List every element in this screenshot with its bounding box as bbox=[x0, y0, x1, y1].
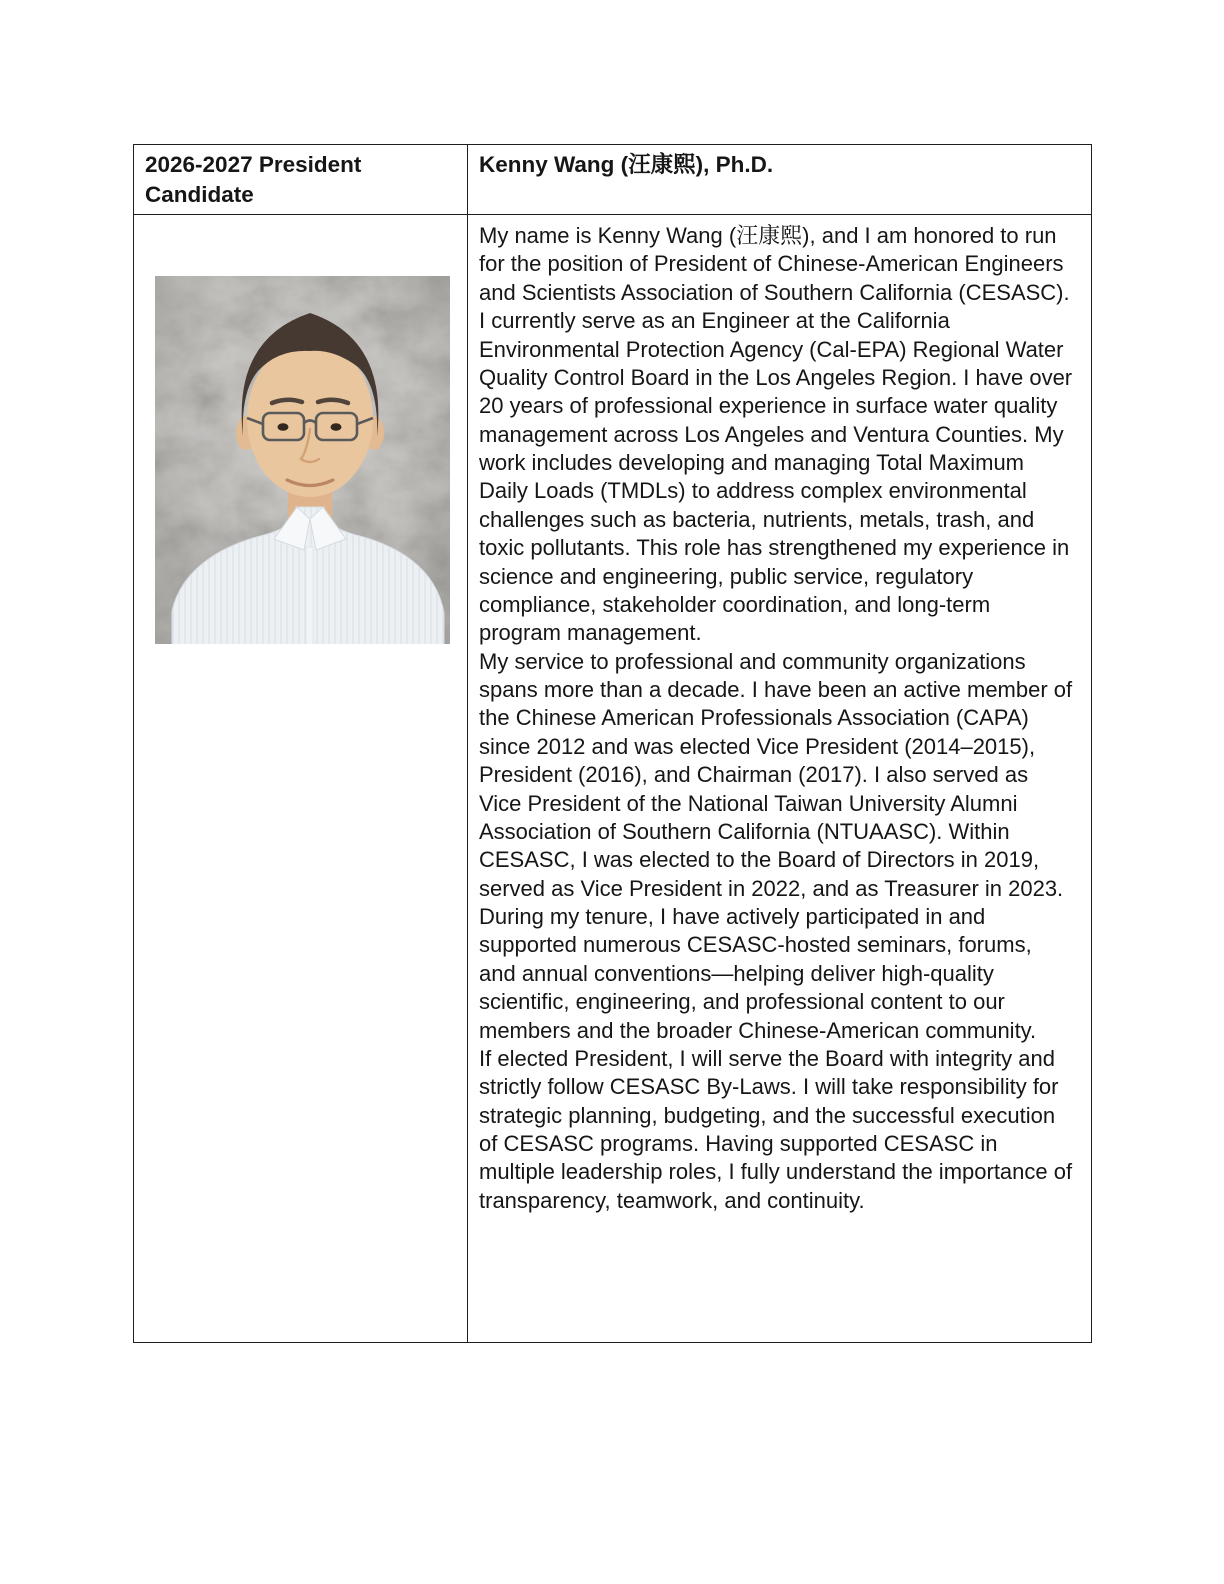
portrait-illustration bbox=[146, 267, 459, 653]
header-cell-name bbox=[468, 145, 1092, 215]
candidate-table bbox=[133, 144, 1092, 1343]
bio-paragraph-2: I currently serve as an Engineer at the California Environmental Protection Agency (Cal-EPA) Regional Water Quality Control Board in the Los Angeles Region. I have over 20 years of professional experience in surface water quality management across Los Angeles and Ventura Counties. My work includes developing and managing Total Maximum Daily Loads (TMDLs) to address complex environmental challenges such as bacteria, nutrients, metals, trash, and toxic pollutants. This role has strengthened my experience in science and engineering, public service, regulatory compliance, stakeholder coordination, and long-term program management. bbox=[479, 308, 1073, 646]
table-header-row bbox=[134, 145, 1092, 215]
position-title: 2026-2027 President Candidate bbox=[145, 152, 362, 207]
bio-paragraph-3: My service to professional and community organizations spans more than a decade. I have been an active member of the Chinese American Professionals Association (CAPA) since 2012 and was elected Vice President (2014–2015), President (2016), and Chairman (2017). I also served as Vice President of the National Taiwan University Alumni Association of Southern California (NTUAASC). Within CESASC, I was elected to the Board of Directors in 2019, served as Vice President in 2022, and as Treasurer in 2023. During my tenure, I have actively participated in and supported numerous CESASC-hosted seminars, forums, and annual conventions—helping deliver high-quality scientific, engineering, and professional content to our members and the broader Chinese-American community. bbox=[479, 648, 1073, 1043]
photo-cell bbox=[134, 215, 468, 1343]
table-body-row bbox=[134, 215, 1092, 1343]
header-cell-position bbox=[134, 145, 468, 215]
candidate-photo bbox=[146, 267, 459, 653]
bio-paragraph-1: My name is Kenny Wang (汪康熙), and I am honored to run for the position of President of Chinese-American Engineers and Scientists Association of Southern California (CESASC). bbox=[479, 223, 1070, 305]
bio-paragraph-4: If elected President, I will serve the Board with integrity and strictly follow CESASC By-Laws. I will take responsibility for strategic planning, budgeting, and the successful execution of CESASC programs. Having supported CESASC in multiple leadership roles, I fully understand the importance of transparency, teamwork, and continuity. bbox=[479, 1045, 1073, 1213]
bio-cell bbox=[468, 215, 1092, 1343]
candidate-name: Kenny Wang (汪康熙), Ph.D. bbox=[479, 152, 774, 177]
